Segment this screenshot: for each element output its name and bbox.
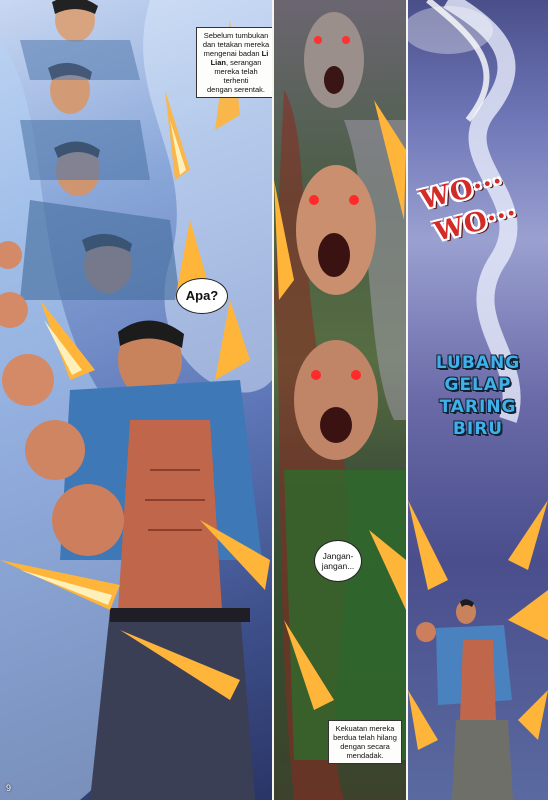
speech-bubble: Jangan- jangan... [314, 540, 362, 582]
narration-caption: Kekuatan mereka berdua telah hilang dengan secara mendadak. [328, 720, 402, 764]
sound-effect-wo: WO··· [417, 166, 507, 216]
panel-2-artwork [274, 0, 406, 800]
narration-caption: Sebelum tumbukan dan tetakan mereka mengenai badan Li Lian, serangan mereka telah terhenti dengan serentak. [196, 27, 272, 98]
small-fighter [416, 599, 513, 800]
panel-attack-sequence [0, 0, 272, 800]
panel-1-artwork [0, 0, 272, 800]
page-number: 9 [6, 783, 12, 793]
sound-effect-wo: WO··· [431, 198, 521, 248]
panel-villains-scream [274, 0, 406, 800]
panel-vortex [408, 0, 548, 800]
speech-bubble: Apa? [176, 278, 228, 314]
technique-title: LUBANG GELAP TARING BIRU [435, 353, 521, 439]
